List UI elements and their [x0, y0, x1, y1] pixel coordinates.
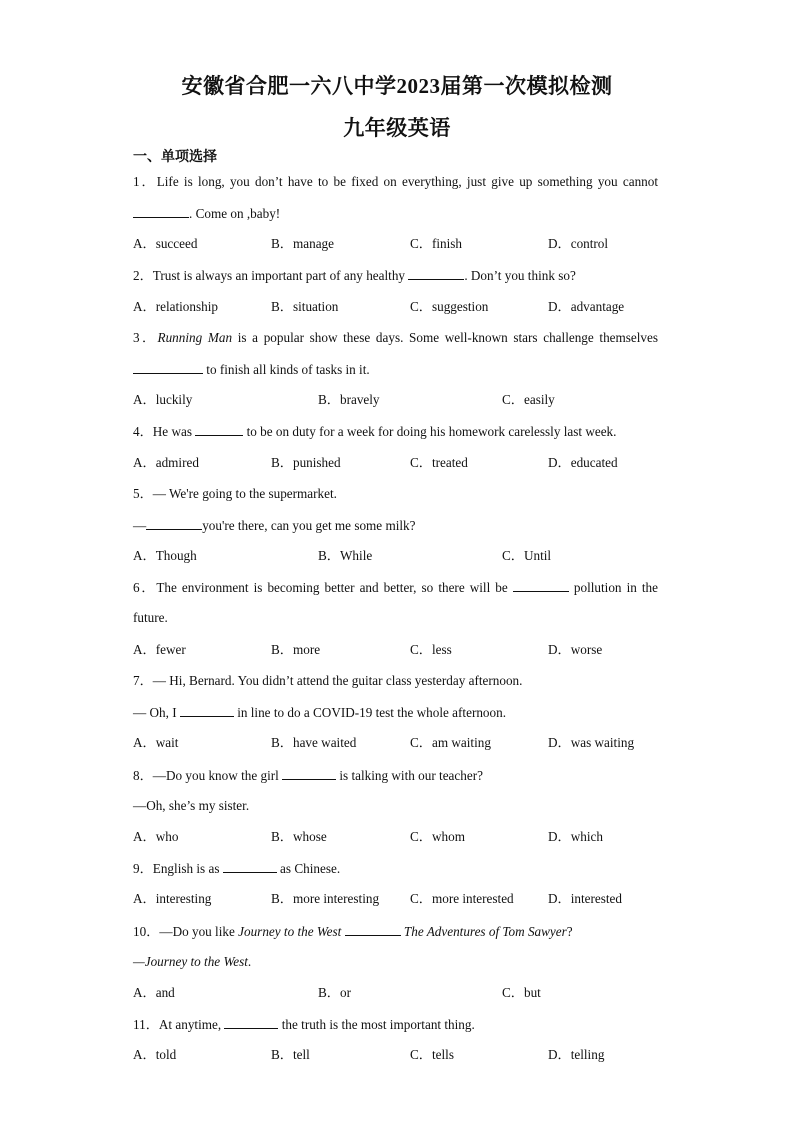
- option-c: C．suggestion: [410, 299, 489, 314]
- option-d: D．advantage: [548, 299, 625, 314]
- answer-blank: [180, 704, 234, 717]
- question-3-line-1: 3．Running Man is a popular show these days. Some well-known stars challenge themselves: [133, 330, 659, 345]
- question-6-line-2: future.: [133, 610, 168, 625]
- option-a: A．interesting: [133, 891, 212, 906]
- answer-blank: [146, 517, 202, 530]
- option-b: B．or: [318, 985, 351, 1000]
- answer-blank: [282, 767, 336, 780]
- question-5-line-2: — you're there, can you get me some milk?: [133, 518, 416, 533]
- section-heading: 一、单项选择: [133, 150, 217, 165]
- option-b: B．bravely: [318, 392, 380, 407]
- question-7-line-1: 7．— Hi, Bernard. You didn’t attend the guitar class yesterday afternoon.: [133, 673, 523, 688]
- option-b: B．whose: [271, 829, 327, 844]
- answer-blank: [223, 860, 277, 873]
- question-8-stem: 8．—Do you know the girl is talking with our teacher?: [133, 768, 483, 783]
- option-a: A．wait: [133, 735, 179, 750]
- option-d: D．which: [548, 829, 603, 844]
- option-a: A．succeed: [133, 236, 198, 251]
- question-10-line-2: —Journey to the West.: [133, 954, 252, 969]
- exam-subtitle: 九年级英语: [343, 116, 451, 140]
- option-d: D．educated: [548, 455, 618, 470]
- exam-title: 安徽省合肥一六八中学2023届第一次模拟检测: [181, 74, 613, 98]
- option-c: C．more interested: [410, 891, 514, 906]
- option-b: B．have waited: [271, 735, 357, 750]
- option-b: B．punished: [271, 455, 341, 470]
- option-c: C．but: [502, 985, 541, 1000]
- answer-blank: [133, 205, 189, 218]
- option-a: A．who: [133, 829, 179, 844]
- answer-blank: [408, 267, 464, 280]
- question-1-line-1: 1．Life is long, you don’t have to be fixed on everything, just give up something you cannot: [133, 174, 659, 189]
- answer-blank: [195, 423, 243, 436]
- option-c: C．whom: [410, 829, 465, 844]
- option-d: D．interested: [548, 891, 622, 906]
- question-3-line-2: to finish all kinds of tasks in it.: [133, 361, 673, 378]
- option-a: A．admired: [133, 455, 199, 470]
- option-a: A．and: [133, 985, 175, 1000]
- option-b: B．tell: [271, 1047, 310, 1062]
- option-d: D．was waiting: [548, 735, 635, 750]
- question-5-line-1: 5．— We're going to the supermarket.: [133, 486, 337, 501]
- option-c: C．tells: [410, 1047, 454, 1062]
- option-c: C．finish: [410, 236, 463, 251]
- option-b: B．more: [271, 642, 321, 657]
- option-c: C．easily: [502, 392, 555, 407]
- option-b: B．situation: [271, 299, 339, 314]
- option-d: D．worse: [548, 642, 603, 657]
- option-c: C．am waiting: [410, 735, 491, 750]
- question-1-line-2: . Come on ,baby!: [133, 205, 673, 222]
- question-7-line-2: — Oh, I in line to do a COVID-19 test the whole afternoon.: [133, 705, 507, 720]
- option-c: C．Until: [502, 548, 552, 563]
- option-b: B．While: [318, 548, 373, 563]
- answer-blank: [133, 361, 203, 374]
- answer-blank: [224, 1016, 278, 1029]
- answer-blank: [345, 923, 401, 936]
- option-a: A．relationship: [133, 299, 218, 314]
- option-d: D．telling: [548, 1047, 605, 1062]
- option-a: A．told: [133, 1047, 177, 1062]
- question-2-stem: 2．Trust is always an important part of any healthy . Don’t you think so?: [133, 268, 576, 283]
- question-6-line-1: 6．The environment is becoming better and better, so there will be pollution in the: [133, 580, 659, 595]
- question-9-stem: 9．English is as as Chinese.: [133, 861, 341, 876]
- answer-blank: [513, 579, 569, 592]
- question-8-line-2: —Oh, she’s my sister.: [133, 798, 250, 813]
- option-a: A．luckily: [133, 392, 193, 407]
- option-b: B．more interesting: [271, 891, 380, 906]
- option-a: A．fewer: [133, 642, 186, 657]
- option-c: C．less: [410, 642, 452, 657]
- option-c: C．treated: [410, 455, 468, 470]
- option-a: A．Though: [133, 548, 197, 563]
- option-d: D．control: [548, 236, 609, 251]
- question-4-stem: 4．He was to be on duty for a week for doing his homework carelessly last week.: [133, 424, 617, 439]
- option-b: B．manage: [271, 236, 334, 251]
- question-11-stem: 11．At anytime, the truth is the most important thing.: [133, 1017, 475, 1032]
- question-10-stem: 10．—Do you like Journey to the West The Adventures of Tom Sawyer?: [133, 924, 573, 939]
